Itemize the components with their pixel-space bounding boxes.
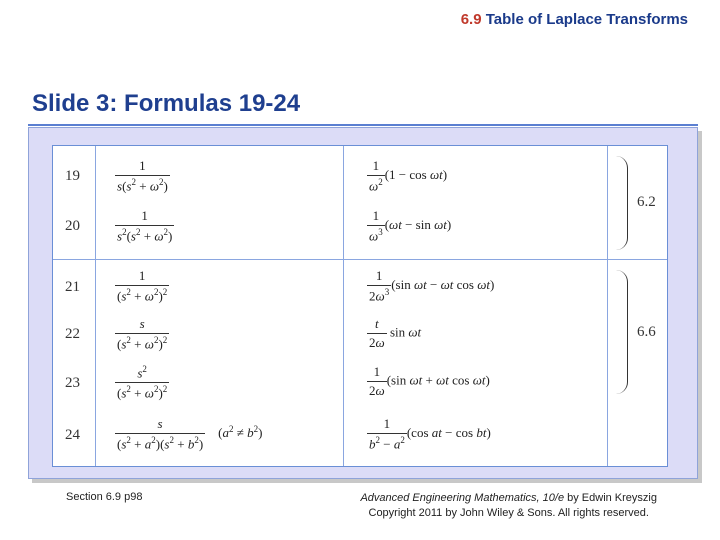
row-number-22: 22	[65, 326, 80, 342]
section-header	[461, 11, 688, 28]
formula-22-transform: $\frac{s}{(s^2 + \omega^2)^2}$	[117, 316, 168, 352]
formula-19-transform: $\frac{1}{s(s^2 + \omega^2)}$	[117, 158, 168, 194]
column-divider	[607, 146, 608, 466]
section-ref-6-2: 6.2	[637, 194, 656, 210]
row-number-20: 20	[65, 218, 80, 234]
row-number-19: 19	[65, 168, 80, 184]
row-number-23: 23	[65, 375, 80, 391]
brace-icon	[615, 156, 628, 250]
formula-19-original: $\frac{1}{\omega^2}$ (1 − cos ωt)	[369, 158, 448, 194]
footer-copyright: Copyright 2011 by John Wiley & Sons. All rights reserved.	[368, 507, 649, 519]
footer-author: by Edwin Kreyszig	[564, 492, 657, 504]
section-title: Table of Laplace Transforms	[485, 11, 688, 28]
formula-21-transform: $\frac{1}{(s^2 + \omega^2)^2}$	[117, 268, 168, 304]
formula-21-original: $\frac{1}{2\omega^3}$ (sin ωt − ωt cos ωt)	[369, 268, 495, 304]
brace-icon	[615, 270, 628, 394]
row-number-21: 21	[65, 279, 80, 295]
formula-24-original: $\frac{1}{b^2 - a^2}$ (cos at − cos bt)	[369, 416, 491, 452]
laplace-table	[52, 145, 668, 467]
group-divider	[53, 259, 667, 260]
formula-20-original: $\frac{1}{\omega^3}$ (ωt − sin ωt)	[369, 208, 452, 244]
column-divider	[343, 146, 344, 466]
section-number: 6.9	[460, 11, 482, 28]
footer-book-title: Advanced Engineering Mathematics, 10/e	[360, 492, 565, 504]
formula-23-transform: $\frac{s^2}{(s^2 + \omega^2)^2}$	[117, 364, 168, 401]
column-divider	[95, 146, 96, 466]
formula-24-transform: $\frac{s}{(s^2 + a^2)(s^2 + b^2)}$ $(a^2 \ne b^2)$	[117, 416, 263, 452]
formula-20-transform: $\frac{1}{s^2(s^2 + \omega^2)}$	[117, 208, 173, 244]
slide-title: Slide 3: Formulas 19-24	[32, 90, 301, 117]
title-rule	[28, 124, 698, 126]
footer-section-ref: Section 6.9 p98	[66, 491, 143, 503]
footer-credits	[360, 491, 657, 521]
row-number-24: 24	[65, 427, 80, 443]
formula-23-original: $\frac{1}{2\omega}$ (sin ωt + ωt cos ωt)	[369, 364, 490, 398]
formula-22-original: $\frac{t}{2\omega}$ sin ωt	[369, 316, 422, 350]
section-ref-6-6: 6.6	[637, 324, 656, 340]
